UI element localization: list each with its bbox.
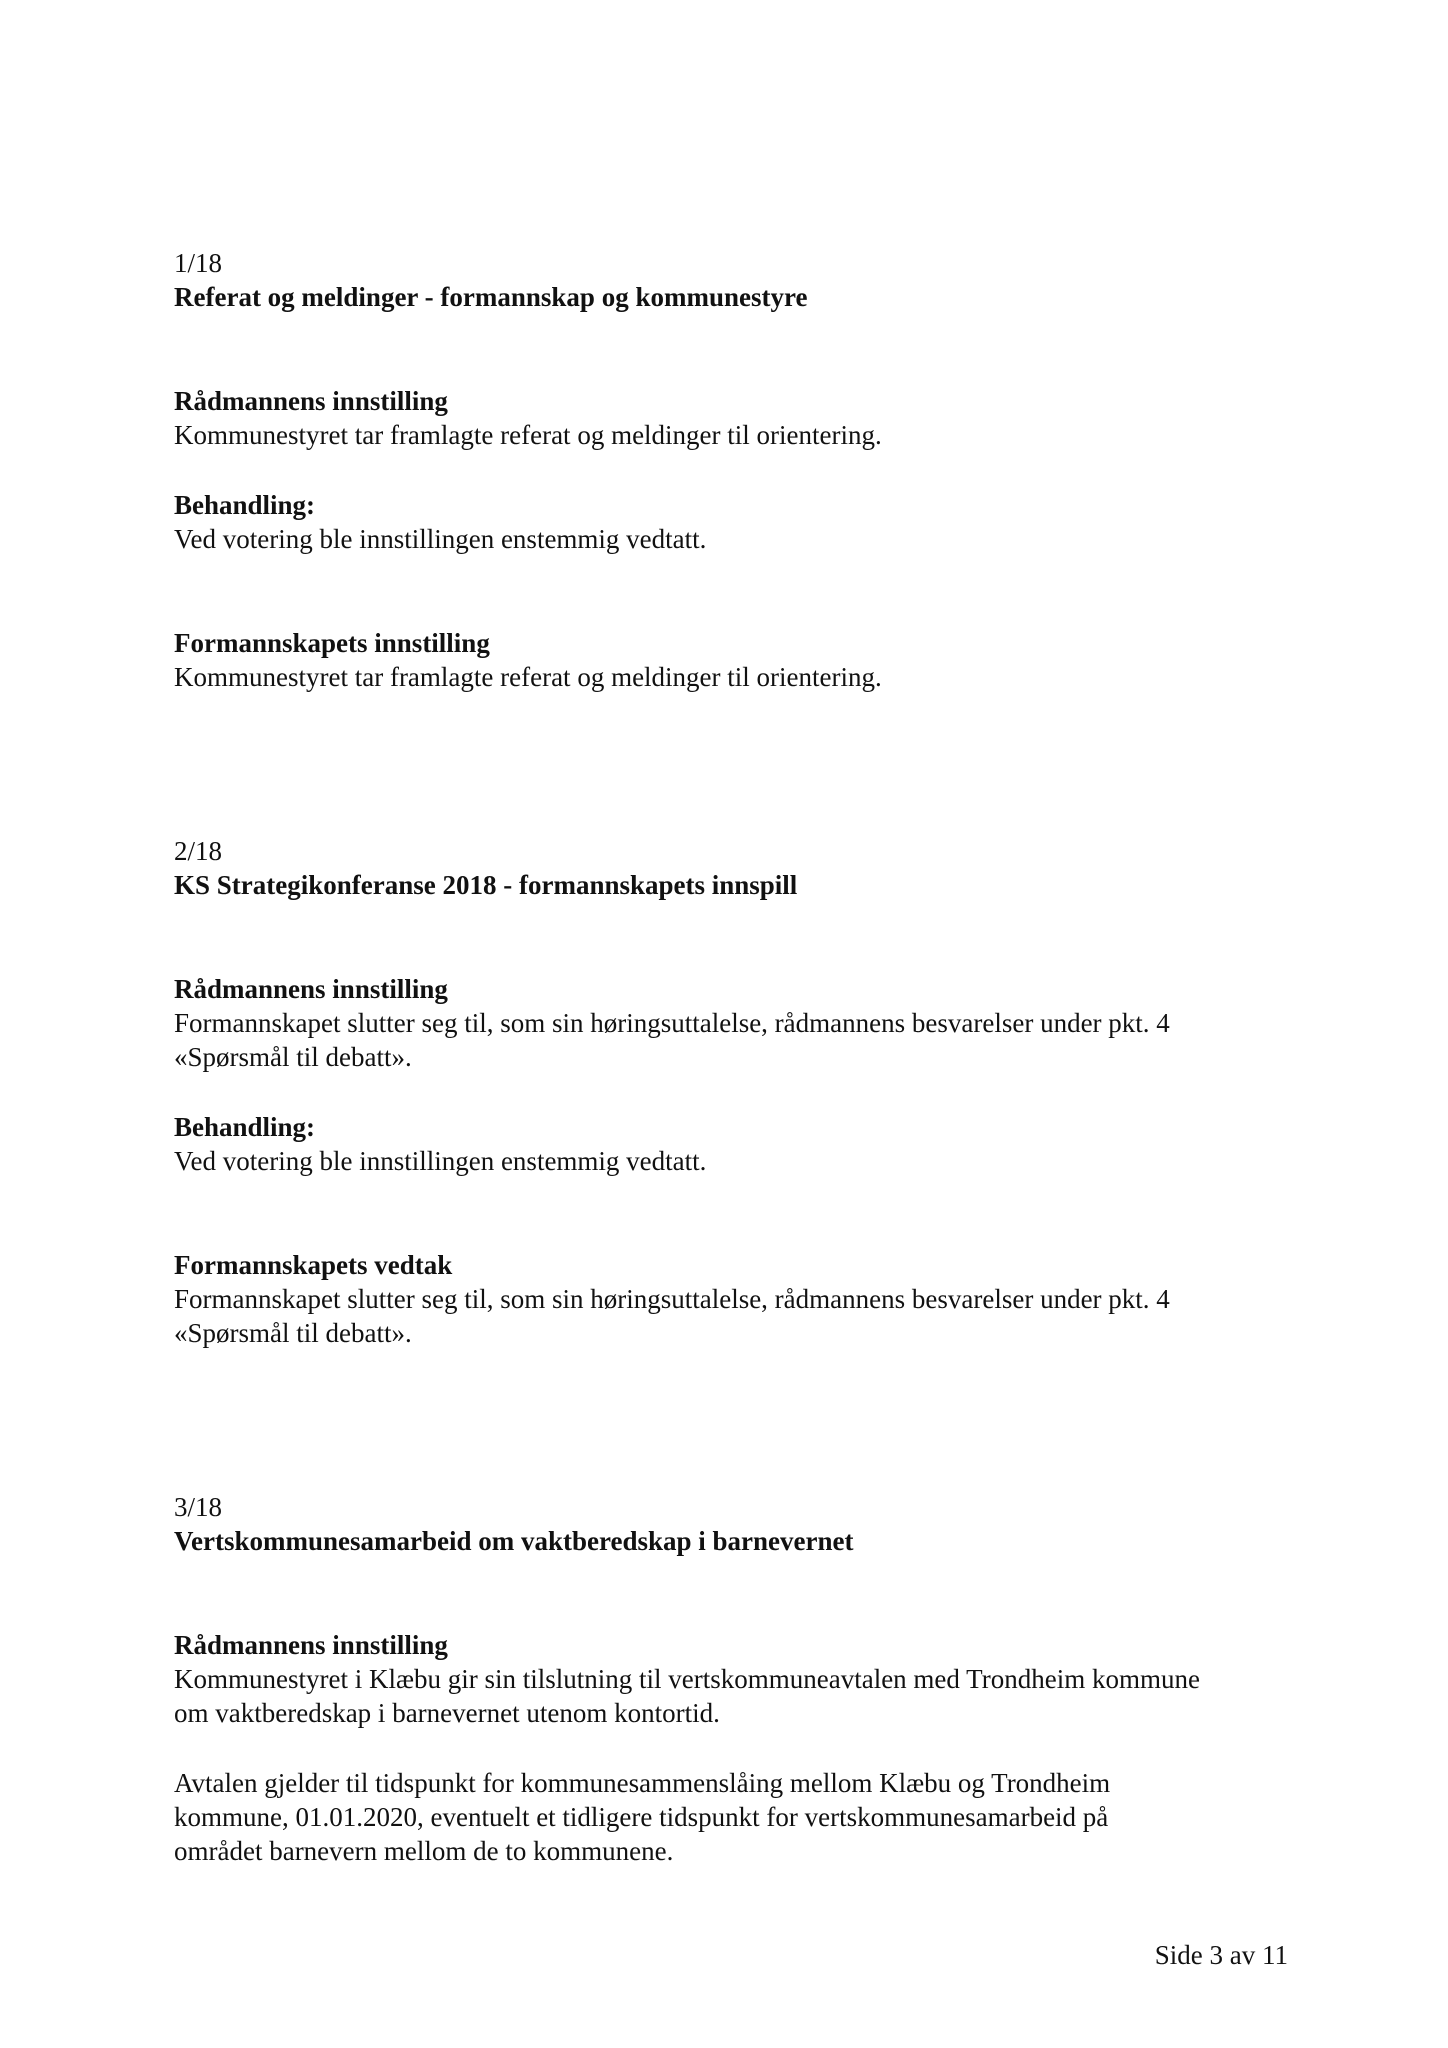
agreement-paragraph-line-3: området barnevern mellom de to kommunene. (174, 1836, 674, 1866)
treatment-text: Ved votering ble innstillingen enstemmig vedtatt. (174, 524, 707, 554)
decision-heading: Formannskapets innstilling (174, 628, 490, 658)
recommendation-text-line-1: Formannskapet slutter seg til, som sin høringsuttalelse, rådmannens besvarelser under pkt. 4 (174, 1008, 1170, 1038)
recommendation-heading: Rådmannens innstilling (174, 386, 448, 416)
page-number-footer: Side 3 av 11 (1154, 1940, 1288, 1970)
treatment-heading: Behandling: (174, 490, 316, 520)
treatment-text: Ved votering ble innstillingen enstemmig vedtatt. (174, 1146, 707, 1176)
treatment-heading: Behandling: (174, 1112, 316, 1142)
decision-heading: Formannskapets vedtak (174, 1250, 453, 1280)
decision-text-line-1: Formannskapet slutter seg til, som sin høringsuttalelse, rådmannens besvarelser under pkt. 4 (174, 1284, 1170, 1314)
item-number: 3/18 (174, 1492, 223, 1522)
recommendation-text-line-2: «Spørsmål til debatt». (174, 1042, 412, 1072)
item-title: KS Strategikonferanse 2018 - formannskapets innspill (174, 870, 798, 900)
recommendation-heading: Rådmannens innstilling (174, 1630, 448, 1660)
item-number: 1/18 (174, 248, 223, 278)
item-number: 2/18 (174, 836, 223, 866)
agreement-paragraph-line-2: kommune, 01.01.2020, eventuelt et tidligere tidspunkt for vertskommunesamarbeid på (174, 1802, 1109, 1832)
recommendation-text-line-1: Kommunestyret i Klæbu gir sin tilslutning til vertskommuneavtalen med Trondheim kommune (174, 1664, 1200, 1694)
decision-text-line-2: «Spørsmål til debatt». (174, 1318, 412, 1348)
recommendation-text-line-2: om vaktberedskap i barnevernet utenom kontortid. (174, 1698, 720, 1728)
recommendation-heading: Rådmannens innstilling (174, 974, 448, 1004)
recommendation-text: Kommunestyret tar framlagte referat og meldinger til orientering. (174, 420, 882, 450)
item-title: Vertskommunesamarbeid om vaktberedskap i barnevernet (174, 1526, 854, 1556)
item-title: Referat og meldinger - formannskap og kommunestyre (174, 282, 808, 312)
decision-text: Kommunestyret tar framlagte referat og meldinger til orientering. (174, 662, 882, 692)
agreement-paragraph-line-1: Avtalen gjelder til tidspunkt for kommunesammenslåing mellom Klæbu og Trondheim (174, 1768, 1111, 1798)
